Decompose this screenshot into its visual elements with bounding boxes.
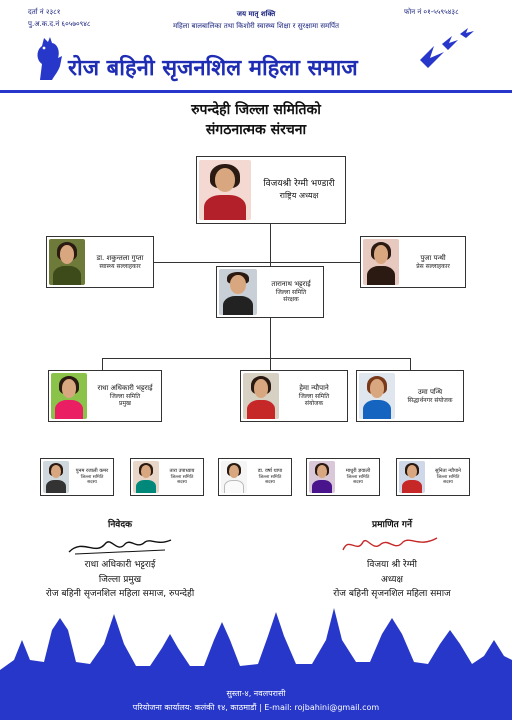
footer-address: सुस्ता-४, नवलपरासी: [226, 689, 286, 698]
patron-photo: [219, 269, 257, 315]
organization-name: रोज बहिनी सृजनशिल महिला समाज: [68, 55, 358, 81]
member-role-line1: जिल्ला समिति: [436, 474, 460, 480]
phone-number: फोन नं ०१-५५९५४३८: [404, 8, 459, 16]
coordinator-card: [240, 370, 348, 422]
member-photo: [221, 461, 247, 493]
connector-branch-horizontal: [102, 358, 410, 359]
patron-role-line1: जिल्ला समिति: [275, 288, 307, 296]
coordinator-name: हेमा न्यौपाने: [299, 384, 329, 393]
coordinator-role-line1: जिल्ला समिति: [298, 392, 330, 400]
member-photo: [309, 461, 335, 493]
applicant-organization: रोज बहिनी सृजनशिल महिला समाज, रुपन्देही: [45, 589, 195, 600]
health-advisor-photo: [49, 239, 85, 285]
president-role: राष्ट्रिय अध्यक्ष: [279, 190, 319, 200]
page-title-line1: रुपन्देही जिल्ला समितिको: [191, 102, 321, 118]
footer-email[interactable]: E-mail: rojbahini@gmail.com: [264, 703, 380, 712]
header-divider: [0, 90, 512, 93]
press-advisor-name: पुजा पन्थी: [420, 253, 446, 262]
member-card: [218, 458, 292, 496]
member-card: [396, 458, 470, 496]
coordinator-photo: [243, 373, 279, 419]
verifier-signature: [337, 532, 447, 558]
connector-patron-branch: [270, 318, 271, 358]
sid-coordinator-name: उमा पन्थि: [417, 387, 443, 396]
patron-card: [216, 266, 324, 318]
footer-separator: |: [258, 703, 265, 712]
member-card: [306, 458, 380, 496]
member-photo: [133, 461, 159, 493]
coordinator-role-line2: संयोजक: [304, 400, 324, 408]
member-name: डा. वर्षा थापा: [257, 468, 283, 475]
member-name: तारा उपाध्याय: [169, 468, 195, 475]
chief-role-line2: प्रमुख: [119, 400, 131, 408]
member-role-line2: सदस्य: [177, 480, 187, 486]
applicant-label: निवेदक: [107, 520, 133, 530]
sid-coordinator-photo: [359, 373, 395, 419]
member-role-line2: सदस्य: [353, 480, 363, 486]
connector-to-coordinator: [270, 358, 271, 370]
chief-role-line1: जिल्ला समिति: [109, 392, 141, 400]
member-photo: [43, 461, 69, 493]
sid-coordinator-card: [356, 370, 464, 422]
connector-president-patron: [270, 224, 271, 266]
sid-coordinator-role: सिद्धार्थनगर संयोजक: [407, 396, 453, 404]
applicant-signature: [65, 532, 175, 558]
chief-name: राधा अधिकारी भट्टराई: [97, 384, 153, 393]
member-role-line1: जिल्ला समिति: [346, 474, 370, 480]
member-photo: [399, 461, 425, 493]
member-role-line1: जिल्ला समिति: [258, 474, 282, 480]
member-role-line1: जिल्ला समिति: [170, 474, 194, 480]
rooster-logo-icon: [32, 34, 66, 84]
member-card: [40, 458, 114, 496]
health-advisor-card: [46, 236, 154, 288]
connector-to-chief: [102, 358, 103, 370]
applicant-title: जिल्ला प्रमुख: [98, 574, 142, 585]
member-role-line2: सदस्य: [265, 480, 275, 486]
chief-photo: [51, 373, 87, 419]
page-title-line2: संगठनात्मक संरचना: [205, 122, 307, 138]
verifier-name: विजया श्री रेग्मी: [367, 560, 417, 571]
applicant-signature-block: [10, 518, 230, 602]
motto: जय मातृ शक्ति: [236, 10, 276, 18]
member-card: [130, 458, 204, 496]
member-role-line2: सदस्य: [443, 480, 453, 486]
organization-subtitle: महिला बालबालिका तथा किशोरी स्वास्थ्य शिक्षा र सुरक्षामा समर्पित: [172, 22, 340, 30]
birds-icon: [418, 26, 482, 70]
verifier-signature-block: [282, 518, 502, 602]
president-card: [196, 156, 346, 224]
member-name: पुनम रजाली कमर: [75, 468, 109, 475]
member-name: सुनिता न्यौपाने: [435, 468, 461, 475]
president-name: विजयश्री रेग्मी भण्डारी: [263, 179, 335, 190]
member-role-line1: जिल्ला समिति: [80, 474, 104, 480]
press-advisor-role: प्रेस सल्लाहकार: [416, 262, 450, 270]
connector-to-sid-coordinator: [410, 358, 411, 370]
president-photo: [199, 160, 251, 220]
health-advisor-role: स्वास्थ्य सल्लाहकार: [99, 262, 141, 270]
registration-number: दर्ता नं २३८१: [28, 8, 61, 16]
patron-role-line2: संरक्षक: [283, 296, 299, 304]
member-role-line2: सदस्य: [87, 480, 97, 486]
chief-card: [48, 370, 162, 422]
footer-project-office: परियोजना कार्यालय: कलंकी १४, काठमाडौं: [132, 703, 257, 712]
member-name: माधुरी ज्ञवाली: [345, 468, 371, 475]
health-advisor-name: डा. शकुन्तला गुप्ता: [96, 253, 144, 262]
patron-name: तारानाथ भट्टराई: [271, 280, 311, 289]
verifier-label: प्रमाणित गर्ने: [372, 520, 412, 530]
applicant-name: राधा अधिकारी भट्टराई: [84, 560, 156, 571]
pan-number: पु.अ.क.द.नं ६०५७०९४८: [28, 20, 91, 28]
verifier-organization: रोज बहिनी सृजनशिल महिला समाज: [333, 589, 451, 600]
footer-contact: [0, 702, 512, 713]
verifier-title: अध्यक्ष: [381, 574, 403, 585]
press-advisor-photo: [363, 239, 399, 285]
connector-advisors-horizontal: [152, 262, 362, 263]
press-advisor-card: [360, 236, 466, 288]
